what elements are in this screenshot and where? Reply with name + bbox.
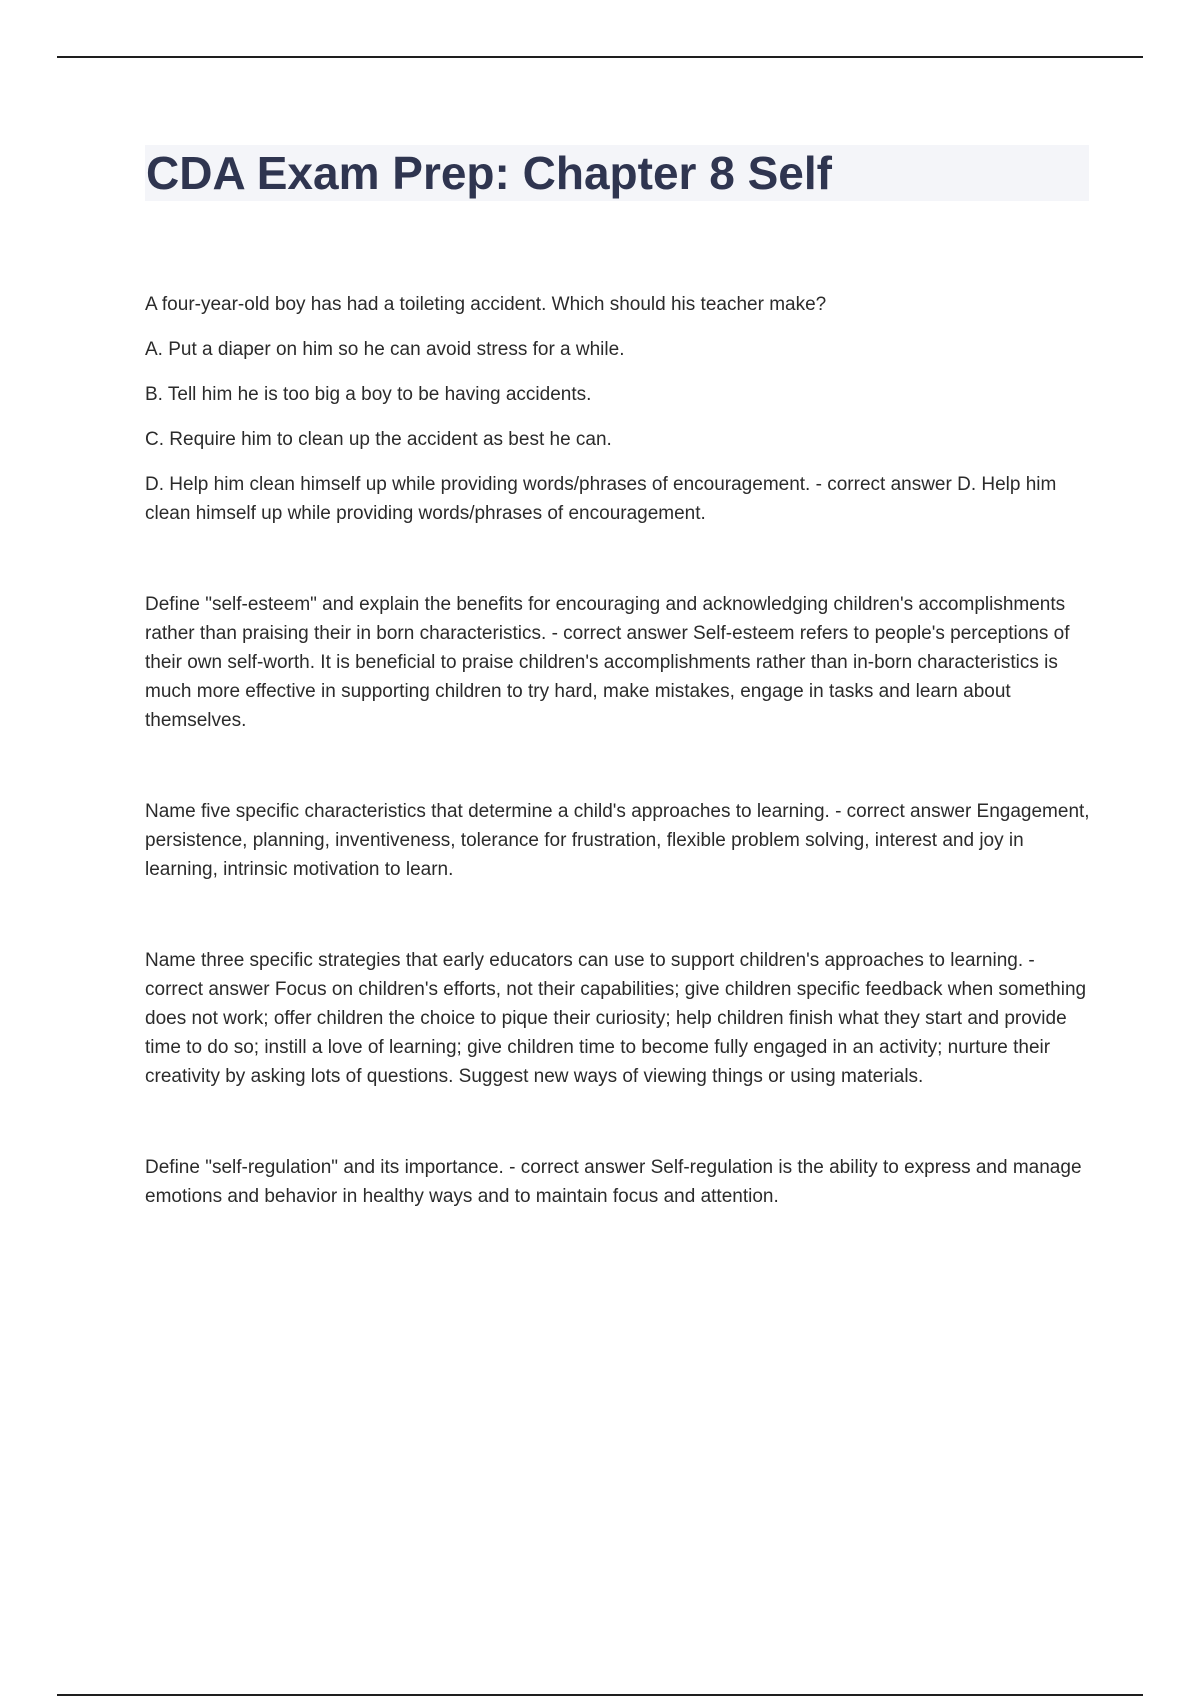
page-title: CDA Exam Prep: Chapter 8 Self [146, 147, 832, 199]
answer-option-a: A. Put a diaper on him so he can avoid stress for a while. [145, 339, 625, 360]
question-answer-text: Define "self-regulation" and its importance. - correct answer Self-regulation is the ability to express and manage emotions and behavior in healthy ways and to maintain focus and attention. [145, 1157, 1082, 1207]
document-body [145, 290, 1090, 1211]
answer-option-c: C. Require him to clean up the accident as best he can. [145, 429, 612, 450]
answer-option-b: B. Tell him he is too big a boy to be having accidents. [145, 384, 592, 405]
footer-rule [57, 1694, 1143, 1696]
question-block-4 [145, 946, 1090, 1091]
question-block-5 [145, 1153, 1090, 1211]
question-answer-text: Name five specific characteristics that determine a child's approaches to learning. - correct answer Engagement, persistence, planning, inventiveness, tolerance for frustration, flexible problem solving, interest and joy in learning, intrinsic motivation to learn. [145, 801, 1090, 880]
question-block-2 [145, 590, 1090, 735]
question-block-1 [145, 290, 1090, 528]
question-text: A four-year-old boy has had a toileting accident. Which should his teacher make? [145, 294, 827, 315]
question-answer-text: Define "self-esteem" and explain the benefits for encouraging and acknowledging children's accomplishments rather than praising their in born characteristics. - correct answer Self-esteem refers to people's perceptions of their own self-worth. It is beneficial to praise children's accomplishments rather than in-born characteristics is much more effective in supporting children to try hard, make mistakes, engage in tasks and learn about themselves. [145, 594, 1070, 731]
question-answer-text: Name three specific strategies that early educators can use to support children's approaches to learning. - correct answer Focus on children's efforts, not their capabilities; give children specific feedback when something does not work; offer children the choice to pique their curiosity; help children finish what they start and provide time to do so; instill a love of learning; give children time to become fully engaged in an activity; nurture their creativity by asking lots of questions. Suggest new ways of viewing things or using materials. [145, 950, 1087, 1087]
header-rule [57, 56, 1143, 58]
answer-option-d: D. Help him clean himself up while providing words/phrases of encouragement. - correct answer D. Help him clean himself up while providing words/phrases of encouragement. [145, 474, 1057, 524]
question-block-3 [145, 797, 1090, 884]
